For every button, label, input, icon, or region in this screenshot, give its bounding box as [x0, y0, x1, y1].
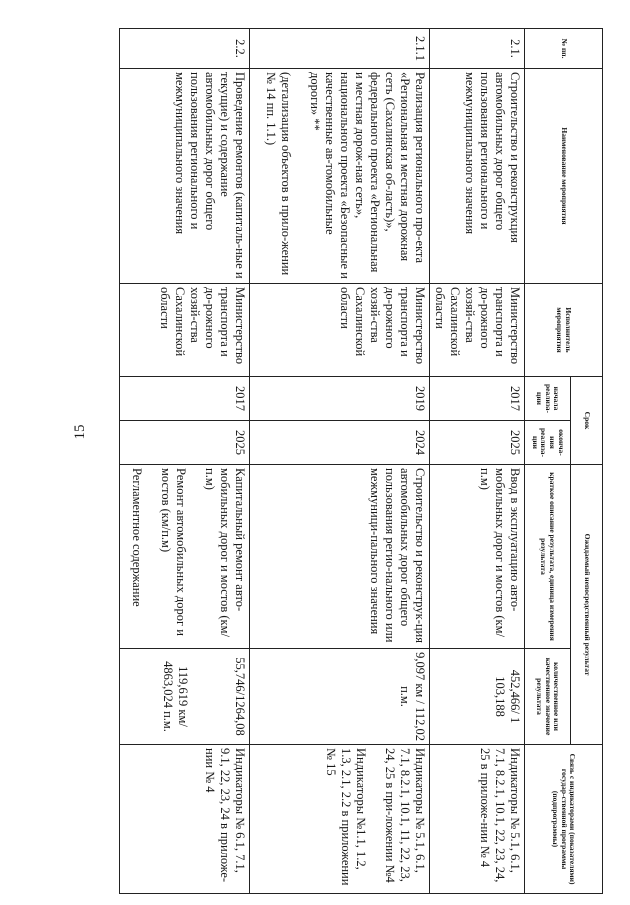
row-link: [250, 745, 430, 894]
header-expected: Ожидаемый непосредственный результат: [571, 465, 603, 745]
row-end: 2025: [430, 421, 525, 465]
row-desc-2: Ремонт автомобильных дорог и мостов (км/п.м): [159, 468, 188, 636]
header-executor: Исполнитель мероприятия: [525, 284, 603, 377]
row-value-1: 55,746/1264,08: [233, 657, 247, 736]
row-end: 2025: [120, 421, 250, 465]
row-link-1: Индикаторы № 5.1, 6.1, 7.1, 8.2.1, 10.1, 11, 22, 23, 24, 25 в при-ложении №4: [383, 748, 427, 883]
row-executor: Министерство транспорта и до-рожного хозяй-ства Сахалинской области: [120, 284, 250, 377]
row-link: Индикаторы № 6.1, 7.1, 9.1, 22, 23, 24 в приложе-нии № 4: [120, 745, 250, 894]
page-number: 15: [72, 424, 88, 440]
header-expected-desc: краткое описание результата, единица измерения результата: [525, 465, 571, 649]
row-name-note: (детализация объектов в прило-жении № 14 пп. 1.1.): [264, 72, 293, 276]
header-term: Срок: [571, 377, 603, 465]
header-term-end: оконча-ния реализа-ции: [525, 421, 571, 465]
row-end: 2024: [250, 421, 430, 465]
table-row: [120, 29, 250, 894]
row-value: 452,466/ 1 103,188: [430, 649, 525, 745]
row-executor: Министерство транспорта и до-рожного хозяй-ства Сахалинской области: [430, 284, 525, 377]
row-start: 2019: [250, 377, 430, 421]
row-name-main: Реализация регионального про-екта «Региональная и местная дорожная сеть (Сахалинская об-ласть)», федерального проекта «Региональная и местная дорож-ная сеть», национального проекта «Безопасные и качественные ав-томобильные дороги» **: [308, 72, 427, 279]
row-desc: Строительство и реконструк-ция автомобильных дорог общего пользования регио-нального или межмуници-пального значения: [250, 465, 430, 649]
row-num: 2.1.: [430, 29, 525, 69]
row-value-2: 119,619 км/ 4863,024 п.м.: [161, 661, 190, 732]
row-start: 2017: [120, 377, 250, 421]
row-link-2: Индикаторы №1.1, 1.2, 1.3, 2.1, 2.2 в приложении № 15: [324, 748, 368, 886]
row-link: Индикаторы № 5.1, 6.1, 7.1, 8.2.1, 10.1, 22, 23, 24, 25 в приложе-нии № 4: [430, 745, 525, 894]
row-value: 9,097 км / 112,02 п.м.: [250, 649, 430, 745]
row-num: 2.1.1: [250, 29, 430, 69]
table-row: [250, 29, 430, 894]
row-start: 2017: [430, 377, 525, 421]
row-name: Строительство и реконструкция автомобильных дорог общего пользования регионального и межмуниципального значения: [430, 69, 525, 284]
row-name: [250, 69, 430, 284]
rotated-table-area: [118, 28, 603, 893]
header-num: № пп.: [525, 29, 603, 69]
row-desc: Ввод в эксплуатацию авто-мобильных дорог и мостов (км/п.м): [430, 465, 525, 649]
row-desc-3: Регламентное содержание: [130, 468, 144, 607]
measures-table: [119, 28, 603, 894]
row-executor: Министерство транспорта и до-рожного хозяй-ства Сахалинской области: [250, 284, 430, 377]
header-term-start: начала реализа-ции: [525, 377, 571, 421]
row-desc: [120, 465, 250, 649]
row-desc-1: Капитальный ремонт авто-мобильных дорог и мостов (км/п.м): [203, 468, 247, 638]
table-row: [430, 29, 525, 894]
row-value: [120, 649, 250, 745]
header-name: Наименование мероприятия: [525, 69, 603, 284]
row-name: Проведение ремонтов (капиталь-ные и текущие) и содержание автомобильных дорог общего пользования регионального и межмуниципального значения: [120, 69, 250, 284]
header-link: Связь с индикаторами (показателями) государ-ственной программы (подпрограммы): [525, 745, 603, 894]
row-num: 2.2.: [120, 29, 250, 69]
header-expected-value: количественное или качественное значение результата: [525, 649, 571, 745]
